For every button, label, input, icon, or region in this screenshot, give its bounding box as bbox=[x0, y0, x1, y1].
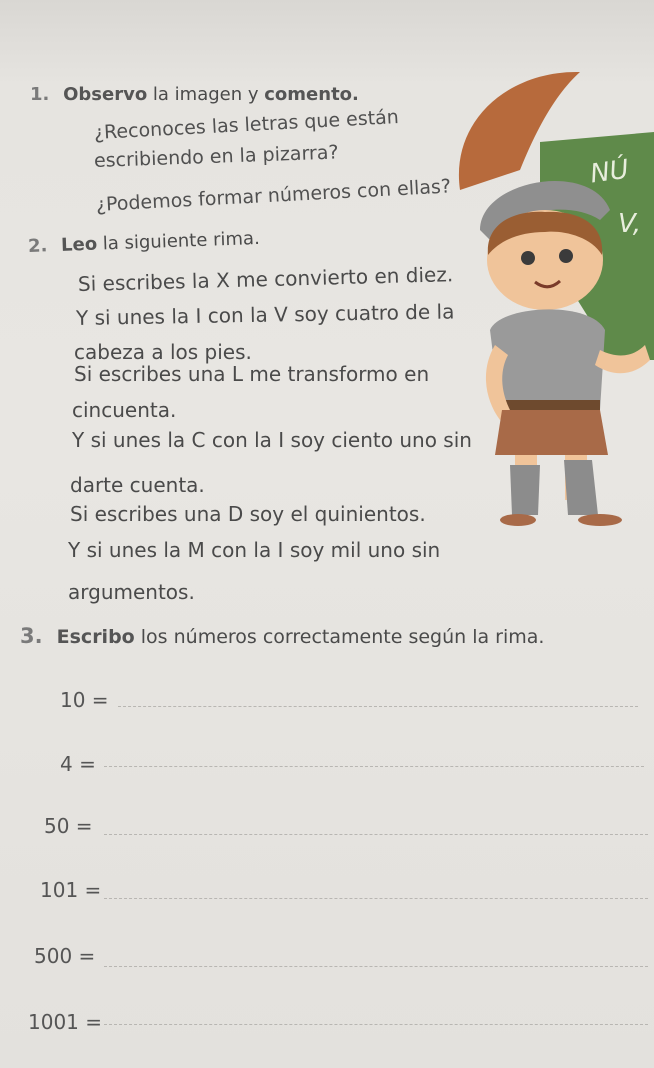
exercise-label: 50 = bbox=[44, 814, 93, 838]
section3-verb: Escribo bbox=[56, 626, 135, 648]
rhyme-line: Y si unes la I con la V soy cuatro de la bbox=[75, 299, 455, 330]
greave-right bbox=[564, 460, 598, 515]
section1-question-a-line2: escribiendo en la pizarra? bbox=[93, 141, 339, 172]
answer-line[interactable] bbox=[118, 706, 638, 707]
belt bbox=[502, 400, 600, 410]
rhyme-line: Si escribes una L me transformo en bbox=[74, 362, 430, 386]
rhyme-line: argumentos. bbox=[68, 580, 195, 604]
chalkboard-text-top: NÚ bbox=[588, 154, 631, 190]
section1-heading-end: comento. bbox=[264, 84, 359, 105]
rhyme-line: Si escribes una D soy el quinientos. bbox=[70, 502, 426, 526]
answer-line[interactable] bbox=[104, 766, 644, 767]
armor-body bbox=[490, 309, 605, 410]
exercise-label: 4 = bbox=[60, 752, 96, 776]
section2-heading-rest: la siguiente rima. bbox=[96, 227, 261, 255]
section1-verb: Observo bbox=[63, 84, 148, 105]
section1-heading-rest: la imagen y bbox=[147, 84, 265, 105]
skirt bbox=[495, 410, 608, 455]
section3-heading bbox=[20, 624, 544, 648]
answer-line[interactable] bbox=[104, 966, 648, 967]
chalkboard-text-bottom: V, bbox=[618, 209, 642, 239]
section1-number: 1. bbox=[30, 84, 50, 105]
exercise-label: 101 = bbox=[40, 878, 102, 902]
section3-heading-rest: los números correctamente según la rima. bbox=[134, 626, 545, 648]
section2-number: 2. bbox=[27, 235, 48, 257]
section1-question-b: ¿Podemos formar números con ellas? bbox=[95, 175, 452, 216]
answer-line[interactable] bbox=[104, 834, 648, 835]
eye-left bbox=[521, 251, 535, 265]
rhyme-line: cincuenta. bbox=[72, 398, 177, 422]
answer-line[interactable] bbox=[104, 1024, 648, 1025]
sandal-left bbox=[500, 514, 536, 526]
eye-right bbox=[559, 249, 573, 263]
sandal-right bbox=[578, 514, 622, 526]
rhyme-line: cabeza a los pies. bbox=[74, 340, 252, 364]
exercise-label: 1001 = bbox=[28, 1010, 103, 1034]
rhyme-line: Si escribes la X me convierto en diez. bbox=[77, 262, 454, 296]
rhyme-line: darte cuenta. bbox=[70, 473, 205, 497]
exercise-label: 10 = bbox=[60, 688, 109, 712]
rhyme-line: Y si unes la M con la I soy mil uno sin bbox=[68, 538, 441, 562]
section1-heading bbox=[30, 84, 359, 105]
rhyme-line: Y si unes la C con la I soy ciento uno sin bbox=[72, 428, 472, 452]
section2-verb: Leo bbox=[60, 233, 98, 256]
exercise-label: 500 = bbox=[34, 944, 96, 968]
section1-question-a-line1: ¿Reconoces las letras que están bbox=[93, 106, 400, 144]
section3-number: 3. bbox=[20, 624, 43, 648]
answer-line[interactable] bbox=[104, 898, 648, 899]
roman-soldier-illustration bbox=[440, 60, 654, 530]
section2-heading bbox=[28, 228, 260, 257]
greave-left bbox=[510, 465, 540, 515]
